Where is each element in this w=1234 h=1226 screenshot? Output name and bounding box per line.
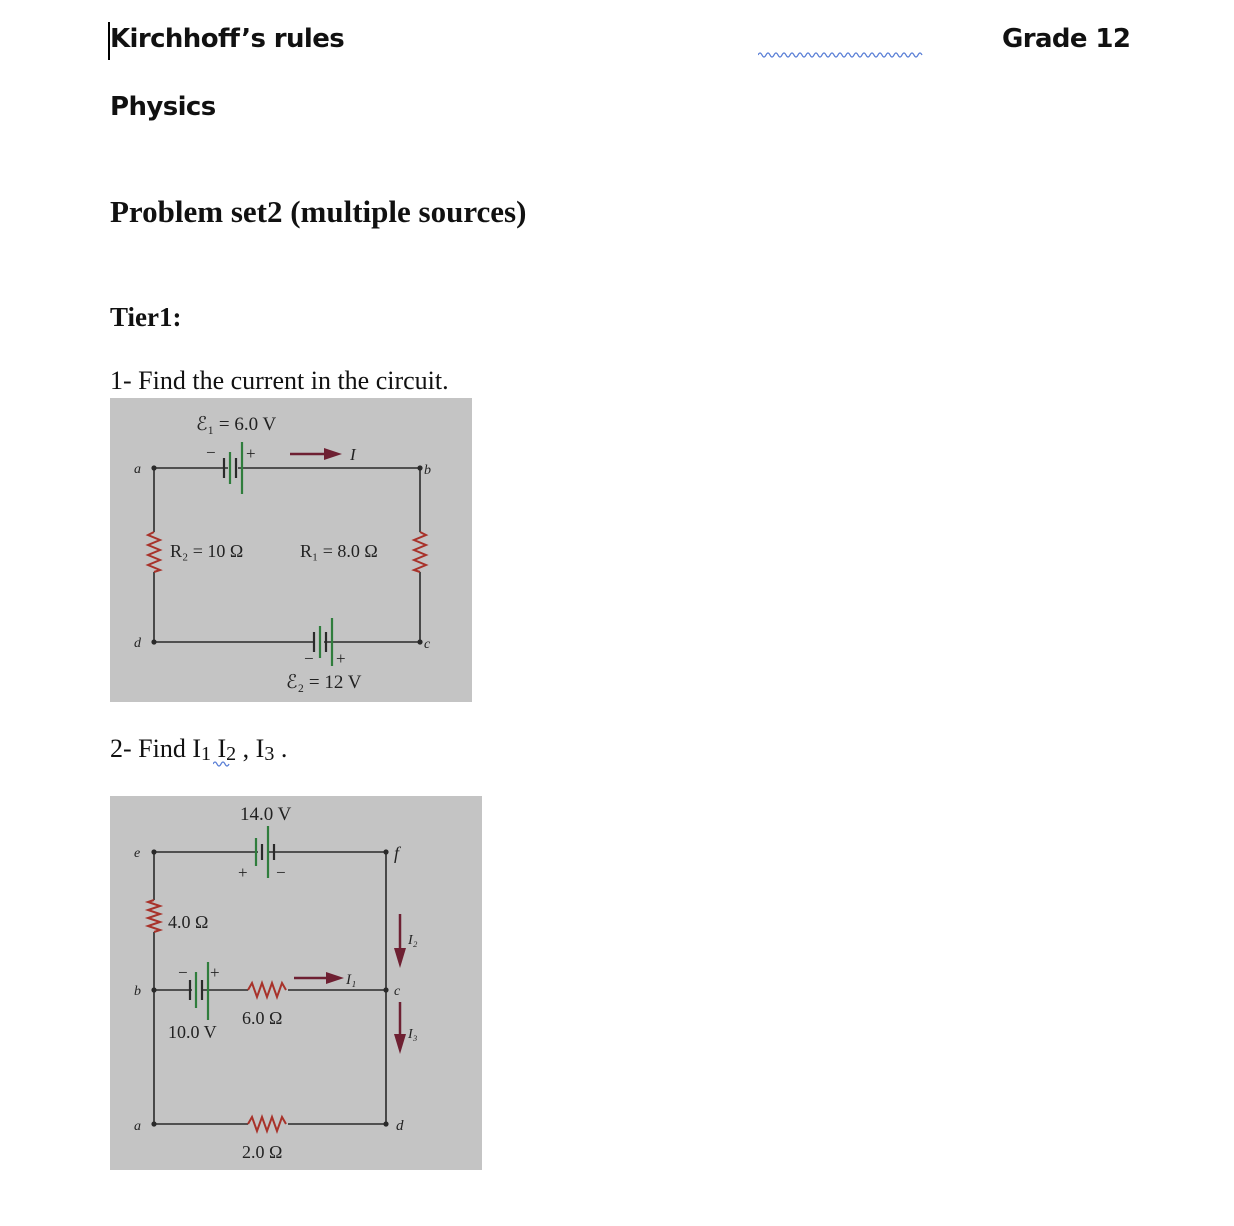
subject-label: Physics <box>110 92 216 122</box>
node-c-dot <box>417 639 422 644</box>
q2-suffix: . <box>274 734 288 763</box>
minus-sign-10v: − <box>178 963 188 982</box>
resistor-r2 <box>148 532 160 572</box>
node-e-label: e <box>134 846 141 861</box>
q2-subscript-3: 3 <box>264 743 275 765</box>
node-d-label: d <box>134 636 141 651</box>
node-a2-label: a <box>134 1119 141 1134</box>
node-d-dot <box>151 639 156 644</box>
node-d2-label: d <box>396 1118 404 1134</box>
q2-sep-2: , I <box>236 734 265 763</box>
node-a-label: a <box>134 462 141 477</box>
r2-label: R₂ = 10 Ω <box>170 541 244 561</box>
q2-prefix: 2- Find I <box>110 734 201 763</box>
node-c2-label: c <box>394 984 401 999</box>
v-top-label: 14.0 V <box>240 804 292 825</box>
plus-sign-14v: + <box>238 863 248 882</box>
circuit-2-diagram <box>110 796 482 1170</box>
i3-label: I₃ <box>408 1027 418 1042</box>
node-f-label: f <box>394 843 400 863</box>
node-d-dot <box>383 1121 388 1126</box>
node-c-dot <box>383 987 388 992</box>
node-b-dot <box>417 465 422 470</box>
spellcheck-squiggle <box>758 50 924 60</box>
current-arrow <box>290 448 342 460</box>
resistor-6ohm <box>248 983 286 997</box>
r1-label: R₁ = 8.0 Ω <box>300 541 378 561</box>
resistor-2ohm <box>248 1117 286 1131</box>
problem-set-title: Problem set2 (multiple sources) <box>110 194 527 229</box>
question-1-text: 1- Find the current in the circuit. <box>110 366 449 395</box>
plus-sign-1: + <box>246 444 256 463</box>
emf2-label: ℰ₂ = 12 V <box>286 672 362 693</box>
resistor-r1 <box>414 532 426 572</box>
v-left-label: 10.0 V <box>168 1022 217 1042</box>
plus-sign-2: + <box>336 649 346 668</box>
circuit-figure-1 <box>110 398 472 702</box>
plus-sign-10v: + <box>210 963 220 982</box>
resistor-4ohm <box>148 900 160 932</box>
emf1-label: ℰ₁ = 6.0 V <box>196 414 277 435</box>
node-f-dot <box>383 849 388 854</box>
tier-heading: Tier1: <box>110 302 182 332</box>
node-c-label: c <box>424 637 431 652</box>
circuit-1-diagram <box>110 398 472 702</box>
q2-subscript-2: 2 <box>226 743 237 765</box>
node-b-label: b <box>424 463 431 478</box>
minus-sign-14v: − <box>276 863 286 882</box>
i1-arrow <box>294 972 344 984</box>
minus-sign-2: − <box>304 649 314 668</box>
battery-10v <box>190 962 208 1020</box>
r-mid-label: 6.0 Ω <box>242 1008 283 1028</box>
current-label: I <box>350 445 356 464</box>
grade-label: Grade 12 <box>1002 24 1131 54</box>
minus-sign-1: − <box>206 443 216 462</box>
i1-label: I₁ <box>346 972 357 988</box>
node-b-dot <box>151 987 156 992</box>
node-e-dot <box>151 849 156 854</box>
r-bottom-label: 2.0 Ω <box>242 1142 283 1162</box>
spellcheck-squiggle-q2 <box>213 760 231 768</box>
q2-sep-1: I <box>211 734 227 763</box>
document-title: Kirchhoff’s rules <box>110 24 345 54</box>
node-a-dot <box>151 465 156 470</box>
q2-subscript-1: 1 <box>201 743 211 765</box>
node-a2-dot <box>151 1121 156 1126</box>
i2-arrow <box>394 914 406 968</box>
r-left-label: 4.0 Ω <box>168 912 209 932</box>
i3-arrow <box>394 1002 406 1054</box>
circuit-figure-2 <box>110 796 482 1170</box>
node-b2-label: b <box>134 984 141 999</box>
question-2-text <box>110 734 287 764</box>
i2-label: I₂ <box>408 933 418 948</box>
